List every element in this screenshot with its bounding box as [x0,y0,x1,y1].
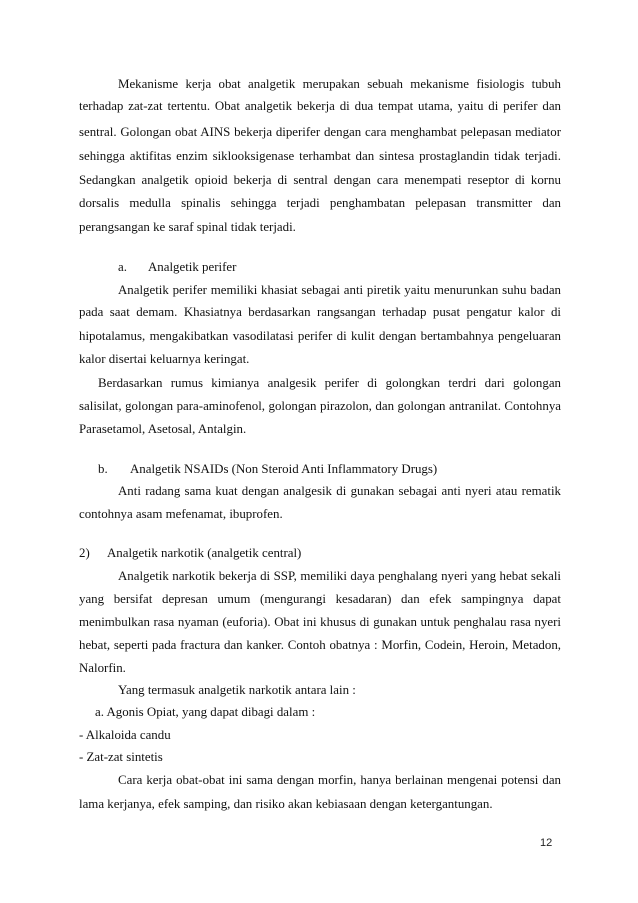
paragraph-1-line-7: perangsangan ke saraf spinal tidak terjadi. [79,220,296,234]
section-a-p1-line-4: kalor disertai keluarnya keringat. [79,352,250,366]
section-a-p2-line-2: salisilat, golongan para-aminofenol, golongan pirazolon, dan golongan antranilat. Contohnya [79,399,561,413]
section-2-p1-line-1: Analgetik narkotik bekerja di SSP, memiliki daya penghalang nyeri yang hebat sekali [118,569,561,583]
paragraph-1-line-2: terhadap zat-zat tertentu. Obat analgetik bekerja di dua tempat utama, yaitu di perifer dan [79,99,561,113]
paragraph-1-line-6: dorsalis medulla spinalis sehingga terjadi penghambatan pelepasan transmitter dan [79,196,561,210]
section-b-marker: b. [98,462,108,476]
section-a-p1-line-3: hipotalamus, mengakibatkan vasodilatasi perifer di kulit dengan bertambahnya pengeluaran [79,329,561,343]
section-2-heading: Analgetik narkotik (analgetik central) [107,546,302,560]
section-2-p1-line-3: menimbulkan rasa nyaman (euforia). Obat ini khusus di gunakan untuk penghalau rasa nyeri [79,615,561,629]
section-a-p1-line-1: Analgetik perifer memiliki khasiat sebagai anti piretik yaitu menurunkan suhu badan [118,283,561,297]
section-b-heading: Analgetik NSAIDs (Non Steroid Anti Inflammatory Drugs) [130,462,438,476]
section-2-p3-line-1: Cara kerja obat-obat ini sama dengan morfin, hanya berlainan mengenai potensi dan [118,773,561,787]
paragraph-1-line-1: Mekanisme kerja obat analgetik merupakan sebuah mekanisme fisiologis tubuh [118,77,561,91]
page-number: 12 [540,837,553,849]
section-2-dash-1: - Alkaloida candu [79,728,171,742]
section-b-p1-line-1: Anti radang sama kuat dengan analgesik di gunakan sebagai anti nyeri atau rematik [118,484,561,498]
section-a-p2-line-1: Berdasarkan rumus kimianya analgesik perifer di golongkan terdri dari golongan [98,376,561,390]
section-a-heading: Analgetik perifer [148,260,237,274]
section-2-p3-line-2: lama kerjanya, efek samping, dan risiko akan kebiasaan dengan ketergantungan. [79,797,493,811]
section-a-p2-line-3: Parasetamol, Asetosal, Antalgin. [79,422,247,436]
section-2-marker: 2) [79,546,90,560]
paragraph-1-line-3: sentral. Golongan obat AINS bekerja diperifer dengan cara menghambat pelepasan mediator [79,125,561,139]
paragraph-1-line-5: Sedangkan analgetik opioid bekerja di sentral dengan cara menempati reseptor di kornu [79,173,561,187]
section-a-marker: a. [118,260,127,274]
section-2-p1-line-2: yang bersifat depresan umum (mengurangi kesadaran) dan efek sampingnya dapat [79,592,561,606]
section-a-p1-line-2: pada saat demam. Khasiatnya berdasarkan rangsangan terhadap pusat pengatur kalor di [79,305,561,319]
section-b-p1-line-2: contohnya asam mefenamat, ibuprofen. [79,507,283,521]
section-2-p2: Yang termasuk analgetik narkotik antara lain : [118,683,356,697]
paragraph-1-line-4: sehingga aktifitas enzim siklooksigenase terhambat dan sintesa prostaglandin tidak terjadi. [79,149,561,163]
section-2-item-a: a. Agonis Opiat, yang dapat dibagi dalam : [95,705,316,719]
section-2-p1-line-4: hebat, seperti pada fractura dan kanker. Contoh obatnya : Morfin, Codein, Heroin, Metadon, [79,638,561,652]
section-2-dash-2: - Zat-zat sintetis [79,750,163,764]
section-2-p1-line-5: Nalorfin. [79,661,126,675]
